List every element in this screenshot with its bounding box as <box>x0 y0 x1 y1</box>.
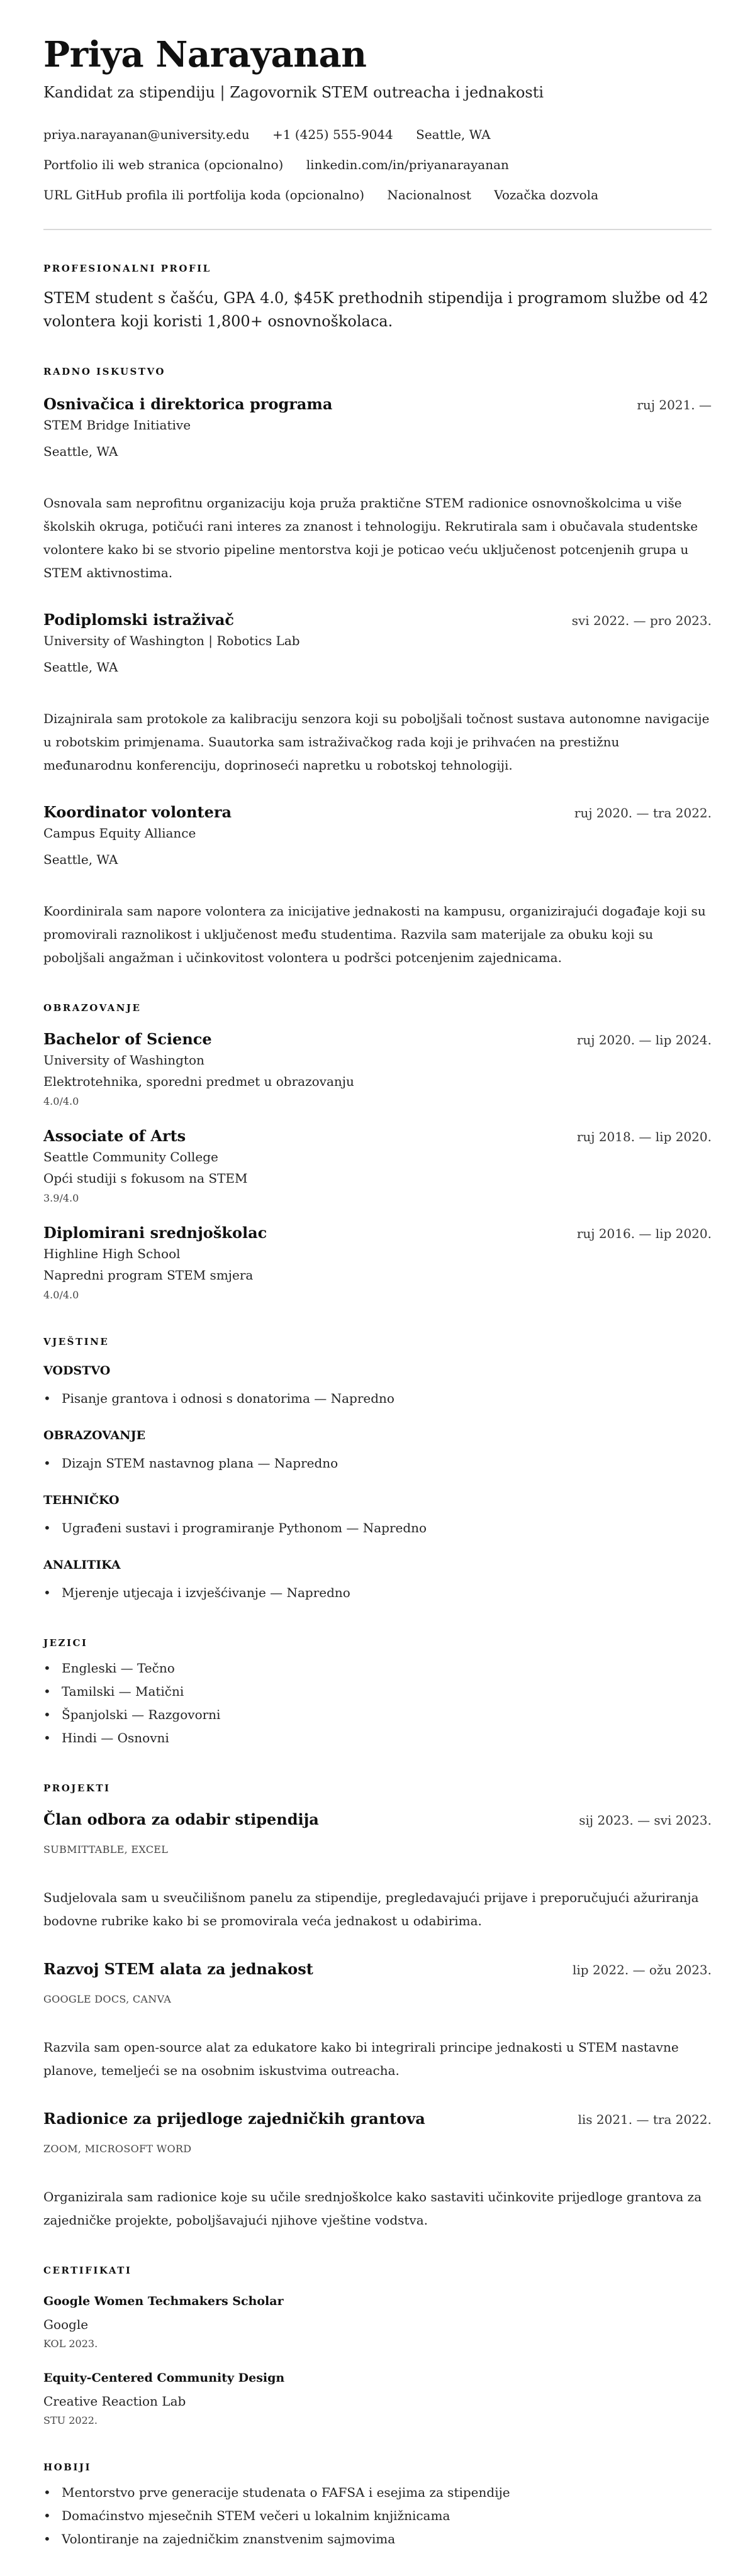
project-dates: sij 2023. — svi 2023. <box>579 1813 712 1828</box>
skill-category: ANALITIKA <box>43 1558 121 1572</box>
entry-header <box>43 1126 712 1147</box>
github-link[interactable]: URL GitHub profila ili portfolija koda (opcionalno) <box>43 187 365 202</box>
job-description: Koordinirala sam napore volontera za inicijative jednakosti na kampusu, organizirajući događaje koji su promovirali raznolikost i uključenost među studentima. Razvila sam materijale za obuku koji su poboljšali angažman i učinkovitost volontera u podršci potcenjenim zajednicama. <box>43 904 706 965</box>
section-heading: RADNO ISKUSTVO <box>43 366 165 377</box>
company-name: Campus Equity Alliance <box>43 826 196 841</box>
candidate-subtitle: Kandidat za stipendiju | Zagovornik STEM outreacha i jednakosti <box>43 84 544 101</box>
job-location: Seattle, WA <box>43 660 118 675</box>
school-name: Seattle Community College <box>43 1149 218 1164</box>
location-text: Seattle, WA <box>416 127 491 142</box>
entry-header <box>43 2109 712 2130</box>
language-item: • Hindi — Osnovni <box>43 1727 712 1750</box>
entry-header <box>43 1223 712 1244</box>
project-dates: lis 2021. — tra 2022. <box>578 2112 712 2127</box>
gpa-value: 4.0/4.0 <box>43 1095 79 1107</box>
section-heading: PROJEKTI <box>43 1783 111 1794</box>
certificate-date: STU 2022. <box>43 2414 98 2426</box>
project-entry <box>43 1959 712 2082</box>
project-title: Član odbora za odabir stipendija <box>43 1810 319 1828</box>
education-entry <box>43 1126 712 1207</box>
job-title: Koordinator volontera <box>43 803 232 821</box>
skill-list <box>43 1581 712 1605</box>
skill-item: • Mjerenje utjecaja i izvješćivanje — Napredno <box>43 1581 712 1605</box>
section-heading: OBRAZOVANJE <box>43 1002 142 1014</box>
job-location: Seattle, WA <box>43 444 118 459</box>
education-dates: ruj 2020. — lip 2024. <box>576 1032 712 1048</box>
experience-entry <box>43 802 712 970</box>
languages-list <box>43 1657 712 1750</box>
section-heading: CERTIFIKATI <box>43 2265 132 2276</box>
hobby-item: • Volontiranje na zajedničkim znanstvenim sajmovima <box>43 2528 712 2551</box>
hobbies-list <box>43 2481 712 2551</box>
gpa-value: 4.0/4.0 <box>43 1289 79 1301</box>
company-name: STEM Bridge Initiative <box>43 417 191 433</box>
email-link[interactable]: priya.narayanan@university.edu <box>43 127 250 142</box>
degree-title: Associate of Arts <box>43 1127 186 1145</box>
project-description: Razvila sam open-source alat za edukatore kako bi integrirali principe jednakosti u STEM nastavne planove, temeljeći se na osobnim iskustvima outreacha. <box>43 2040 679 2078</box>
job-description: Dizajnirala sam protokole za kalibraciju senzora koji su poboljšali točnost sustava autonomne navigacije u robotskim primjenama. Suautorka sam istraživačkog rada koji je prihvaćen na prestižnu međunarodnu konferenciju, doprinoseći napretku u robotskoj tehnologiji. <box>43 711 710 773</box>
job-dates: ruj 2021. — <box>637 397 712 412</box>
certificate-issuer: Google <box>43 2317 89 2332</box>
education-dates: ruj 2018. — lip 2020. <box>576 1129 712 1144</box>
entry-header <box>43 610 712 631</box>
entry-header <box>43 1959 712 1980</box>
portfolio-link[interactable]: Portfolio ili web stranica (opcionalno) <box>43 157 284 172</box>
job-title: Osnivačica i direktorica programa <box>43 395 333 413</box>
certificate-issuer: Creative Reaction Lab <box>43 2394 186 2409</box>
certificates-section <box>43 2264 712 2429</box>
project-entry <box>43 2109 712 2232</box>
contact-info <box>43 119 712 210</box>
education-section <box>43 1002 712 1303</box>
skill-list <box>43 1517 712 1540</box>
hobbies-section <box>43 2461 712 2551</box>
nationality-text: Nacionalnost <box>387 187 471 202</box>
drivers-license-text: Vozačka dozvola <box>494 187 599 202</box>
field-of-study: Elektrotehnika, sporedni predmet u obrazovanju <box>43 1074 354 1089</box>
hobby-item: • Domaćinstvo mjesečnih STEM večeri u lokalnim knjižnicama <box>43 2504 712 2528</box>
skill-category: TEHNIČKO <box>43 1493 120 1507</box>
school-name: University of Washington <box>43 1053 204 1068</box>
job-title: Podiplomski istraživač <box>43 611 234 629</box>
language-item: • Tamilski — Matični <box>43 1680 712 1703</box>
section-heading: PROFESIONALNI PROFIL <box>43 263 211 274</box>
profile-text: STEM student s čašću, GPA 4.0, $45K prethodnih stipendija i programom službe od 42 volontera koji koristi 1,800+ osnovnoškolaca. <box>43 289 708 330</box>
job-location: Seattle, WA <box>43 852 118 867</box>
project-tech: GOOGLE DOCS, CANVA <box>43 1993 172 2005</box>
skill-item: • Ugrađeni sustavi i programiranje Pythonom — Napredno <box>43 1517 712 1540</box>
degree-title: Diplomirani srednjoškolac <box>43 1224 267 1242</box>
skill-item: • Pisanje grantova i odnosi s donatorima — Napredno <box>43 1387 712 1410</box>
linkedin-link[interactable]: linkedin.com/in/priyanarayanan <box>306 157 509 172</box>
languages-section <box>43 1637 712 1750</box>
project-description: Sudjelovala sam u sveučilišnom panelu za stipendije, pregledavajući prijave i preporučujući ažuriranja bodovne rubrike kako bi se promovirala veća jednakost u odabirima. <box>43 1890 699 1928</box>
certificate-entry <box>43 2369 712 2429</box>
entry-header <box>43 394 712 415</box>
contact-row <box>43 180 712 210</box>
skill-list <box>43 1387 712 1410</box>
school-name: Highline High School <box>43 1246 181 1261</box>
job-description: Osnovala sam neprofitnu organizaciju koja pruža praktične STEM radionice osnovnoškolcima u više školskih okruga, potičući rani interes za znanost i tehnologiju. Rekrutirala sam i obučavala studentske volontere kako bi se stvorio pipeline mentorstva koji je poticao veću uključenost potcenjenih grupa u STEM aktivnostima. <box>43 495 698 580</box>
project-entry <box>43 1810 712 1933</box>
education-entry <box>43 1029 712 1110</box>
header-divider <box>43 229 712 230</box>
skills-section <box>43 1335 712 1605</box>
language-item: • Španjolski — Razgovorni <box>43 1703 712 1727</box>
project-title: Radionice za prijedloge zajedničkih grantova <box>43 2109 425 2128</box>
experience-entry <box>43 610 712 777</box>
education-dates: ruj 2016. — lip 2020. <box>576 1226 712 1241</box>
hobby-item: • Mentorstvo prve generacije studenata o FAFSA i esejima za stipendije <box>43 2481 712 2504</box>
contact-row <box>43 150 712 180</box>
entry-header <box>43 1029 712 1050</box>
entry-header <box>43 1810 712 1830</box>
experience-section <box>43 365 712 970</box>
company-name: University of Washington | Robotics Lab <box>43 633 300 648</box>
experience-entry <box>43 394 712 585</box>
field-of-study: Napredni program STEM smjera <box>43 1268 254 1283</box>
gpa-value: 3.9/4.0 <box>43 1192 79 1204</box>
certificate-title: Equity-Centered Community Design <box>43 2371 285 2385</box>
education-entry <box>43 1223 712 1303</box>
job-dates: ruj 2020. — tra 2022. <box>574 805 712 821</box>
phone-text: +1 (425) 555-9044 <box>272 127 393 142</box>
project-description: Organizirala sam radionice koje su učile srednjoškolce kako sastaviti učinkovite prijedloge grantova za zajedničke projekte, poboljšavajući njihove vještine vodstva. <box>43 2189 702 2228</box>
certificate-date: KOL 2023. <box>43 2338 98 2350</box>
skill-category: VODSTVO <box>43 1364 111 1378</box>
project-tech: ZOOM, MICROSOFT WORD <box>43 2143 192 2155</box>
skill-category: OBRAZOVANJE <box>43 1429 146 1442</box>
contact-row <box>43 119 712 150</box>
resume-header <box>43 35 712 230</box>
skill-list <box>43 1452 712 1475</box>
skill-item: • Dizajn STEM nastavnog plana — Napredno <box>43 1452 712 1475</box>
candidate-name: Priya Narayanan <box>43 34 367 75</box>
section-heading: HOBIJI <box>43 2462 92 2473</box>
entry-header <box>43 802 712 823</box>
project-dates: lip 2022. — ožu 2023. <box>573 1962 712 1977</box>
degree-title: Bachelor of Science <box>43 1030 212 1048</box>
project-title: Razvoj STEM alata za jednakost <box>43 1960 313 1978</box>
language-item: • Engleski — Tečno <box>43 1657 712 1680</box>
projects-section <box>43 1782 712 2232</box>
project-tech: SUBMITTABLE, EXCEL <box>43 1844 169 1855</box>
section-heading: VJEŠTINE <box>43 1336 109 1347</box>
certificate-title: Google Women Techmakers Scholar <box>43 2294 284 2308</box>
certificate-entry <box>43 2292 712 2352</box>
section-heading: JEZICI <box>43 1637 88 1649</box>
job-dates: svi 2022. — pro 2023. <box>571 613 712 628</box>
profile-section <box>43 262 712 333</box>
field-of-study: Opći studiji s fokusom na STEM <box>43 1171 248 1186</box>
